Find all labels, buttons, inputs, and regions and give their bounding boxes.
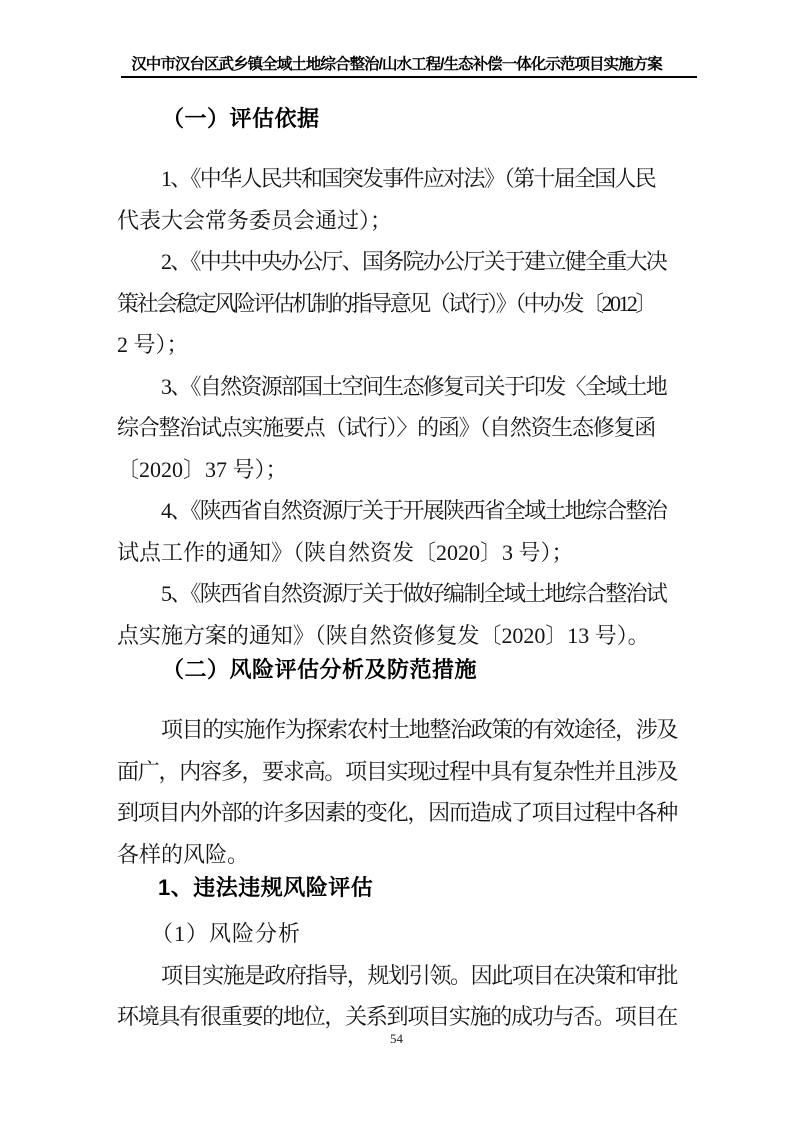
- text-line: 4、《陕西省自然资源厅关于开展陕西省全域土地综合整治: [161, 498, 667, 523]
- text-line: 策社会稳定风险评估机制的指导意见（试行）》（中办发〔2012〕: [117, 290, 655, 316]
- paragraph: [117, 709, 677, 875]
- header-divider: [121, 76, 697, 78]
- text-line: 1、《中华人民共和国突发事件应对法》（第十届全国人民: [161, 166, 656, 191]
- document-body: [117, 105, 677, 1038]
- text-line: 5、《陕西省自然资源厅关于做好编制全域土地综合整治试: [161, 581, 667, 606]
- text-line: 项目实施是政府指导，规划引领。因此项目在决策和审批: [161, 962, 678, 988]
- text-line: 环境具有很重要的地位，关系到项目实施的成功与否。项目在: [117, 1004, 677, 1029]
- text-line: 代表大会常务委员会通过）；: [117, 207, 393, 233]
- text-line: 点实施方案的通知》（陕自然资修复发〔2020〕13 号）。: [117, 622, 650, 648]
- text-line: 项目的实施作为探索农村土地整治政策的有效途径，涉及: [161, 717, 678, 742]
- page-header: 汉中市汉台区武乡镇全域土地综合整治/山水工程/生态补偿一体化示范项目实施方案: [131, 56, 662, 73]
- text-line: 综合整治试点实施要点（试行）〉的函》（自然资生态修复函: [117, 415, 655, 440]
- page-number: 54: [390, 1031, 403, 1046]
- paragraph: [117, 490, 677, 573]
- text-line: 各样的风险。: [117, 841, 250, 867]
- section-heading: （二）风险评估分析及防范措施: [162, 657, 478, 682]
- section-heading: （一）评估依据: [162, 106, 320, 131]
- text-line: 面广，内容多，要求高。项目实现过程中具有复杂性并且涉及: [117, 758, 677, 784]
- text-line: 到项目内外部的许多因素的变化，因而造成了项目过程中各种: [117, 800, 677, 825]
- paragraph: [117, 158, 677, 241]
- text-line: 3、《自然资源部国土空间生态修复司关于印发〈全域土地: [161, 373, 667, 399]
- text-line: 试点工作的通知》（陕自然资发〔2020〕3 号）；: [117, 539, 574, 565]
- paragraph: [117, 241, 677, 366]
- text-line: 2 号）；: [117, 332, 189, 357]
- paragraph: [117, 955, 677, 1038]
- paragraph: [117, 573, 677, 656]
- text-line: 〔2020〕37 号）；: [117, 456, 288, 482]
- text-line: 2、《中共中央办公厅、国务院办公厅关于建立健全重大决: [161, 249, 667, 274]
- section-heading: 1、违法违规风险评估: [158, 875, 374, 900]
- paragraph: [117, 366, 677, 491]
- sub-heading: （1）风险分析: [151, 921, 302, 946]
